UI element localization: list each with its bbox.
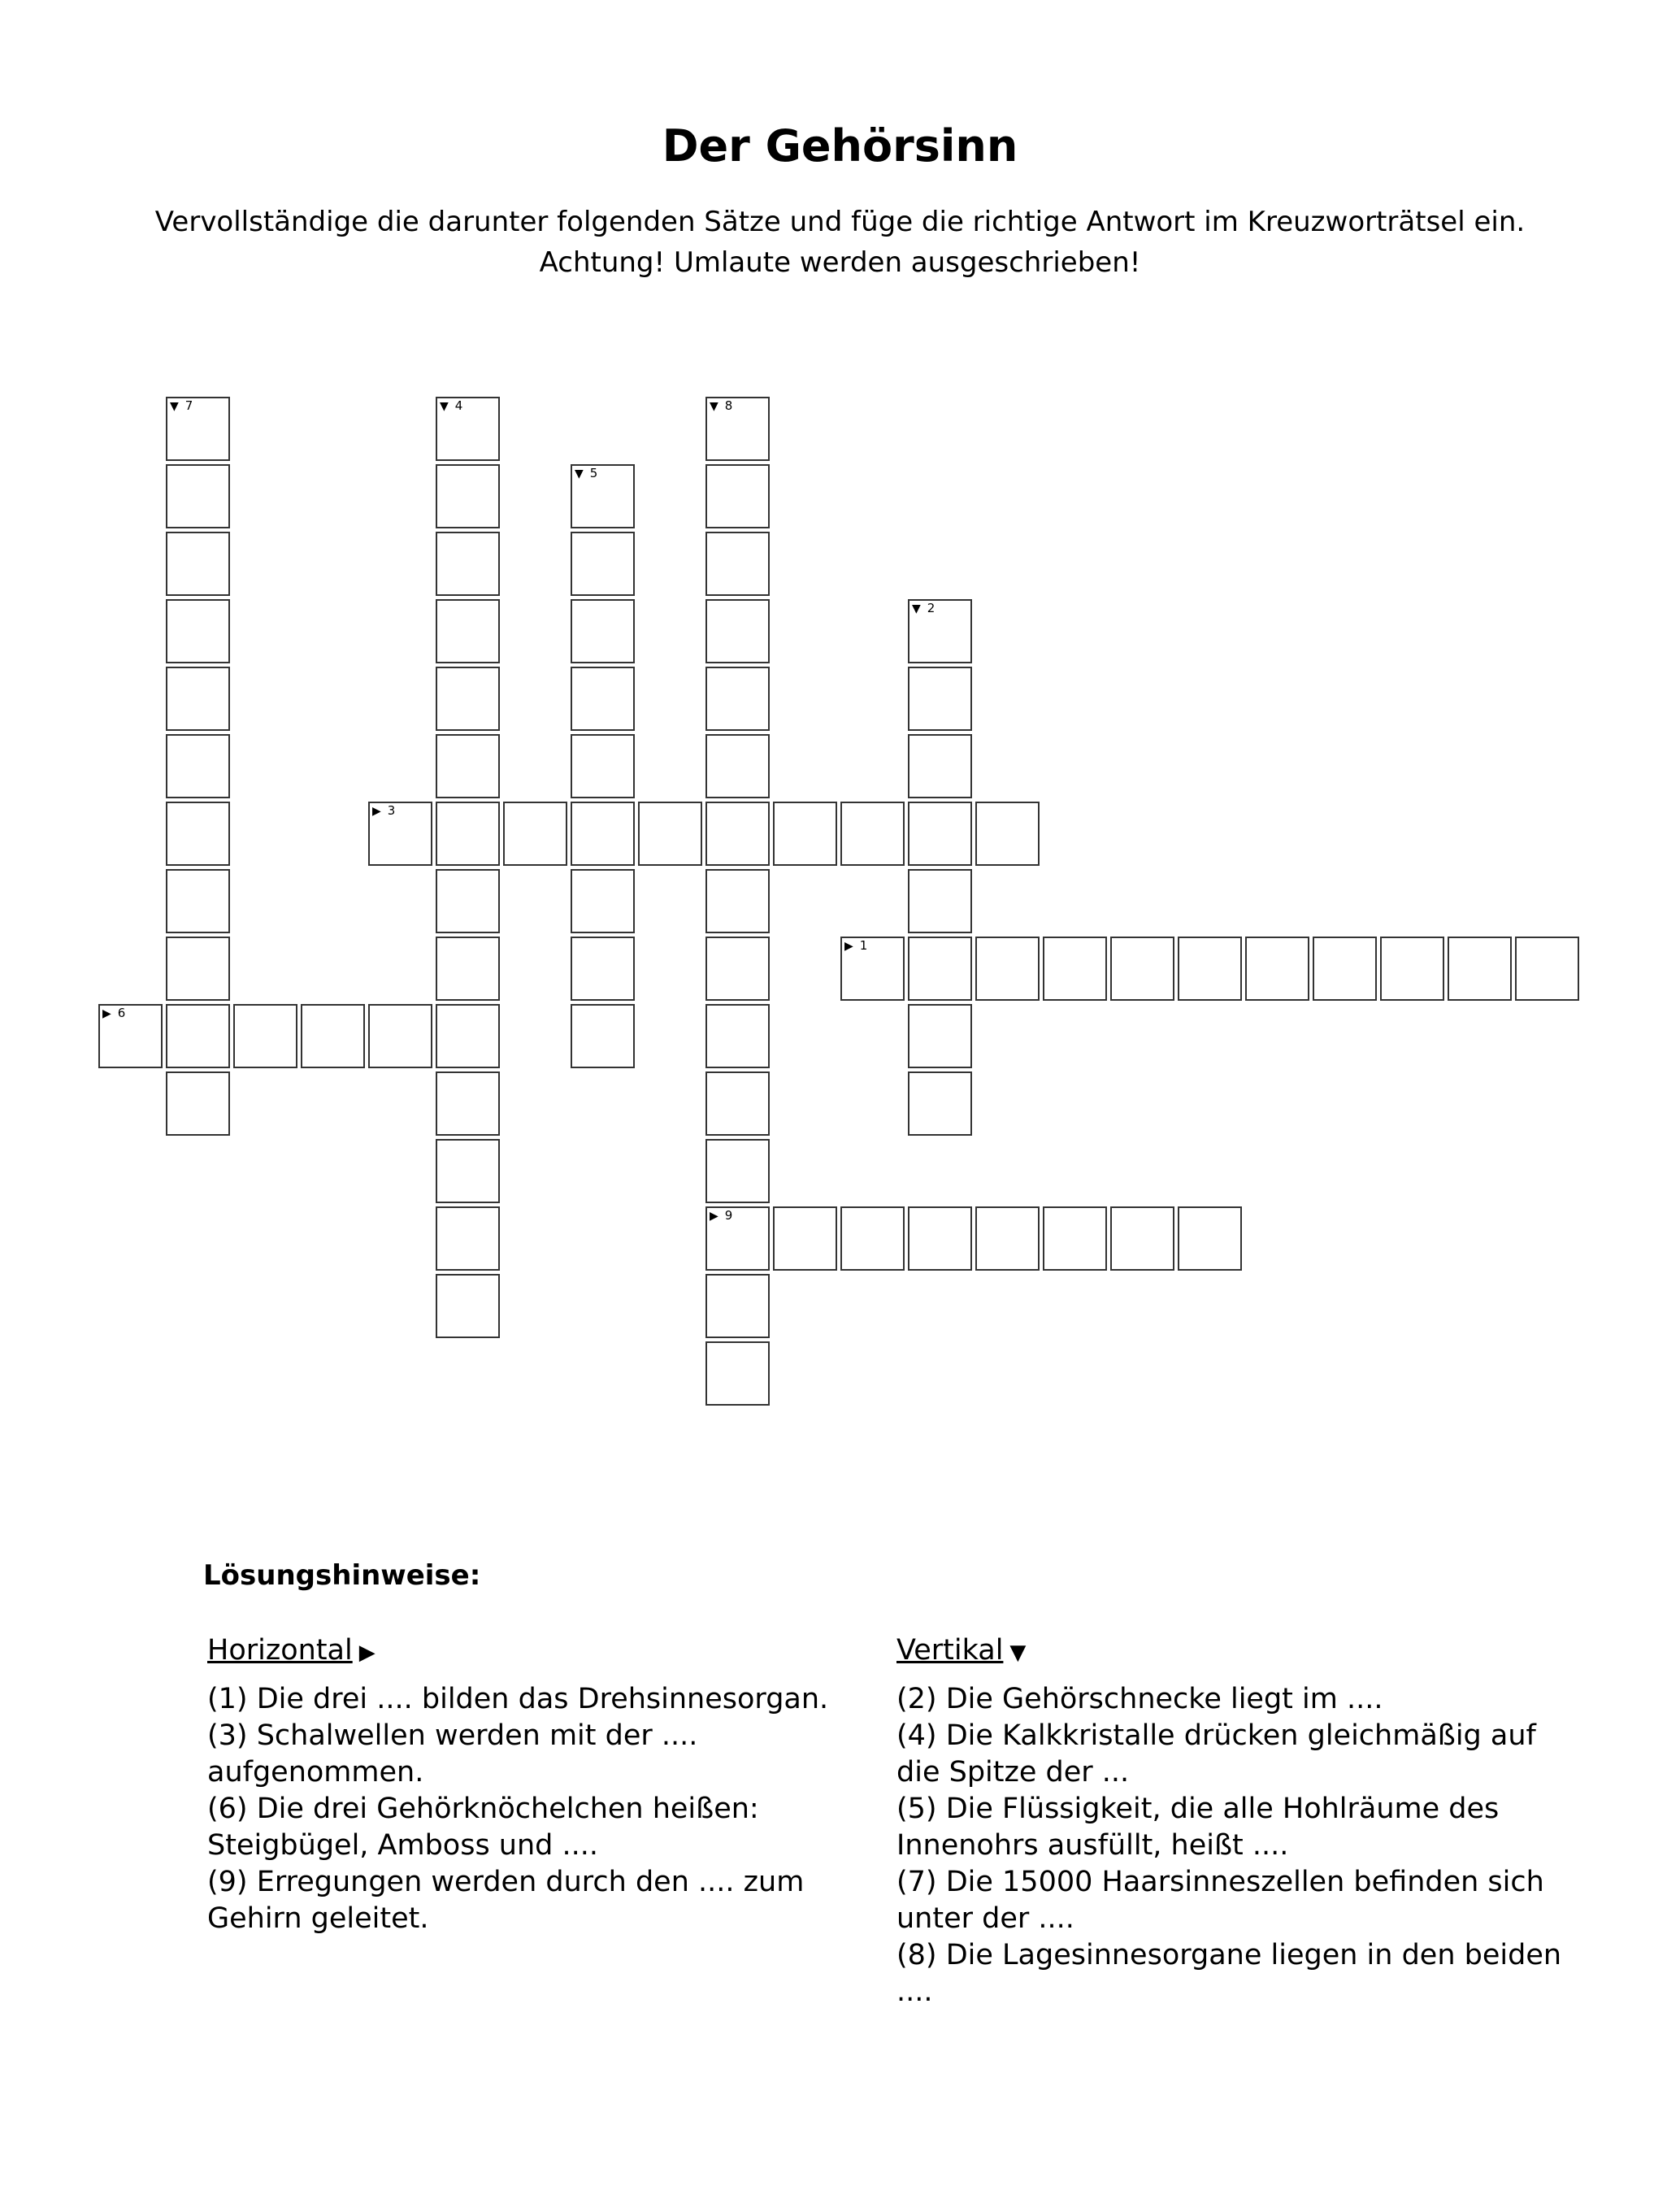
clue-number [102, 1006, 125, 1021]
clue-line: Steigbügel, Amboss und .... [207, 1829, 599, 1862]
clue-number-text: 4 [454, 398, 463, 413]
crossword-cell[interactable] [166, 734, 230, 798]
crossword-cell[interactable] [705, 869, 770, 933]
clue-line: (9) Erregungen werden durch den .... zum [207, 1866, 805, 1898]
clue-number-text: 3 [387, 803, 396, 818]
clue-line: .... [896, 1976, 933, 2008]
crossword-cell[interactable] [436, 802, 500, 866]
clue-number [372, 804, 395, 819]
crossword-cell[interactable] [436, 464, 500, 528]
clue-number [912, 602, 935, 616]
crossword-cell[interactable] [705, 1206, 770, 1271]
crossword-cell[interactable] [571, 869, 635, 933]
right-arrow-icon: ▶ [372, 805, 381, 818]
crossword-cell[interactable] [166, 1071, 230, 1136]
crossword-cell[interactable] [571, 937, 635, 1001]
crossword-cell[interactable] [166, 397, 230, 461]
crossword-cell[interactable] [975, 802, 1040, 866]
down-arrow-icon: ▼ [912, 602, 921, 615]
crossword-cell[interactable] [571, 734, 635, 798]
clue-number-text: 5 [589, 466, 598, 480]
crossword-cell[interactable] [571, 667, 635, 731]
down-arrow-icon: ▼ [170, 400, 179, 413]
crossword-cell[interactable] [166, 464, 230, 528]
crossword-cell[interactable] [908, 1004, 972, 1068]
crossword-cell[interactable] [773, 802, 837, 866]
hints-heading: Lösungshinweise: [203, 1559, 481, 1592]
crossword-cell[interactable] [571, 464, 635, 528]
crossword-cell[interactable] [908, 667, 972, 731]
crossword-cell[interactable] [98, 1004, 163, 1068]
clue-line: (7) Die 15000 Haarsinneszellen befinden sich [896, 1866, 1544, 1898]
crossword-cell[interactable] [1043, 937, 1107, 1001]
crossword-cell[interactable] [166, 937, 230, 1001]
crossword-cell[interactable] [705, 1004, 770, 1068]
clue-line: (6) Die drei Gehörknöchelchen heißen: [207, 1793, 759, 1825]
crossword-cell[interactable] [436, 599, 500, 663]
crossword-cell[interactable] [436, 532, 500, 596]
crossword-cell[interactable] [166, 1004, 230, 1068]
clue-line: unter der .... [896, 1902, 1074, 1935]
page-title: Der Gehörsinn [662, 120, 1018, 172]
instruction-line: Vervollständige die darunter folgenden Sätze und füge die richtige Antwort im Kreuzworträtsel ein. [154, 206, 1526, 238]
crossword-cell[interactable] [436, 1206, 500, 1271]
clue-line: (5) Die Flüssigkeit, die alle Hohlräume des [896, 1793, 1500, 1825]
crossword-cell[interactable] [840, 802, 905, 866]
vertical-heading [896, 1632, 1571, 1671]
clue-line: (2) Die Gehörschnecke liegt im .... [896, 1683, 1383, 1715]
instruction-line: Achtung! Umlaute werden ausgeschrieben! [539, 246, 1141, 279]
horizontal-clues [207, 1632, 857, 1937]
crossword-cell[interactable] [975, 1206, 1040, 1271]
crossword-cell[interactable] [705, 734, 770, 798]
crossword-cell[interactable] [705, 802, 770, 866]
crossword-cell[interactable] [436, 1004, 500, 1068]
crossword-cell[interactable] [166, 869, 230, 933]
crossword-cell[interactable] [436, 937, 500, 1001]
down-arrow-icon: ▼ [710, 400, 718, 413]
clue-number [575, 467, 597, 481]
right-arrow-icon: ▶ [710, 1210, 718, 1223]
crossword-cell[interactable] [368, 1004, 432, 1068]
crossword-cell[interactable] [908, 937, 972, 1001]
clue-line: die Spitze der ... [896, 1756, 1130, 1789]
clue-number-text: 1 [859, 938, 868, 953]
crossword-cell[interactable] [705, 1274, 770, 1338]
down-arrow-icon: ▼ [575, 467, 584, 480]
crossword-cell[interactable] [705, 599, 770, 663]
crossword-cell[interactable] [840, 1206, 905, 1271]
crossword-cell[interactable] [705, 1139, 770, 1203]
crossword-cell[interactable] [975, 937, 1040, 1001]
clue-number-text: 7 [184, 398, 193, 413]
crossword-cell[interactable] [1110, 1206, 1174, 1271]
crossword-cell[interactable] [908, 734, 972, 798]
crossword-cell[interactable] [436, 734, 500, 798]
vertical-clues [896, 1632, 1571, 2010]
crossword-cell[interactable] [705, 1071, 770, 1136]
crossword-cell[interactable] [166, 667, 230, 731]
crossword-cell[interactable] [436, 1071, 500, 1136]
down-arrow-icon: ▼ [440, 400, 449, 413]
crossword-cell[interactable] [436, 1139, 500, 1203]
crossword-cell[interactable] [908, 1071, 972, 1136]
crossword-cell[interactable] [571, 599, 635, 663]
crossword-cell[interactable] [705, 667, 770, 731]
crossword-cell[interactable] [436, 667, 500, 731]
clue-line: (1) Die drei .... bilden das Drehsinnesorgan. [207, 1683, 829, 1715]
crossword-cell[interactable] [1245, 937, 1309, 1001]
clue-line: Innenohrs ausfüllt, heißt .... [896, 1829, 1289, 1862]
crossword-cell[interactable] [908, 869, 972, 933]
vertical-label: Vertikal [896, 1634, 1004, 1667]
crossword-cell[interactable] [166, 599, 230, 663]
clue-number-text: 9 [724, 1208, 733, 1223]
crossword-cell[interactable] [436, 869, 500, 933]
crossword-cell[interactable] [571, 1004, 635, 1068]
crossword-cell[interactable] [705, 532, 770, 596]
crossword-cell[interactable] [705, 1341, 770, 1406]
crossword-cell[interactable] [1448, 937, 1512, 1001]
crossword-cell[interactable] [773, 1206, 837, 1271]
crossword-cell[interactable] [638, 802, 702, 866]
clue-number [710, 399, 732, 414]
crossword-cell[interactable] [166, 802, 230, 866]
horizontal-heading [207, 1632, 857, 1671]
crossword-cell[interactable] [908, 599, 972, 663]
clue-number-text: 2 [927, 601, 936, 615]
clue-number [710, 1209, 732, 1224]
horizontal-label: Horizontal [207, 1634, 353, 1667]
crossword-cell[interactable] [908, 802, 972, 866]
crossword-cell[interactable] [503, 802, 567, 866]
crossword-cell[interactable] [436, 1274, 500, 1338]
crossword-cell[interactable] [1313, 937, 1377, 1001]
clue-line: (4) Die Kalkkristalle drücken gleichmäßig auf [896, 1719, 1536, 1752]
crossword-cell[interactable] [1043, 1206, 1107, 1271]
crossword-cell[interactable] [1515, 937, 1579, 1001]
crossword-cell[interactable] [705, 464, 770, 528]
crossword-cell[interactable] [233, 1004, 297, 1068]
clue-number-text: 6 [117, 1006, 126, 1020]
crossword-cell[interactable] [705, 937, 770, 1001]
crossword-cell[interactable] [1178, 1206, 1242, 1271]
crossword-cell[interactable] [1380, 937, 1444, 1001]
clue-number [170, 399, 193, 414]
crossword-cell[interactable] [571, 532, 635, 596]
crossword-cell[interactable] [166, 532, 230, 596]
clue-line: (3) Schalwellen werden mit der .... [207, 1719, 698, 1752]
clue-line: Gehirn geleitet. [207, 1902, 429, 1935]
clue-number [844, 939, 867, 954]
crossword-cell[interactable] [840, 937, 905, 1001]
crossword-cell[interactable] [571, 802, 635, 866]
clue-number-text: 8 [724, 398, 733, 413]
crossword-cell[interactable] [1178, 937, 1242, 1001]
crossword-cell[interactable] [705, 397, 770, 461]
crossword-cell[interactable] [368, 802, 432, 866]
right-arrow-icon: ▶ [102, 1007, 111, 1020]
crossword-cell[interactable] [1110, 937, 1174, 1001]
down-triangle-icon: ▼ [1009, 1641, 1027, 1665]
crossword-cell[interactable] [301, 1004, 365, 1068]
clue-number [440, 399, 462, 414]
crossword-cell[interactable] [436, 397, 500, 461]
crossword-cell[interactable] [908, 1206, 972, 1271]
right-arrow-icon: ▶ [844, 940, 853, 953]
clue-line: aufgenommen. [207, 1756, 424, 1789]
right-triangle-icon: ▶ [358, 1641, 376, 1665]
clue-line: (8) Die Lagesinnesorgane liegen in den beiden [896, 1939, 1562, 1971]
